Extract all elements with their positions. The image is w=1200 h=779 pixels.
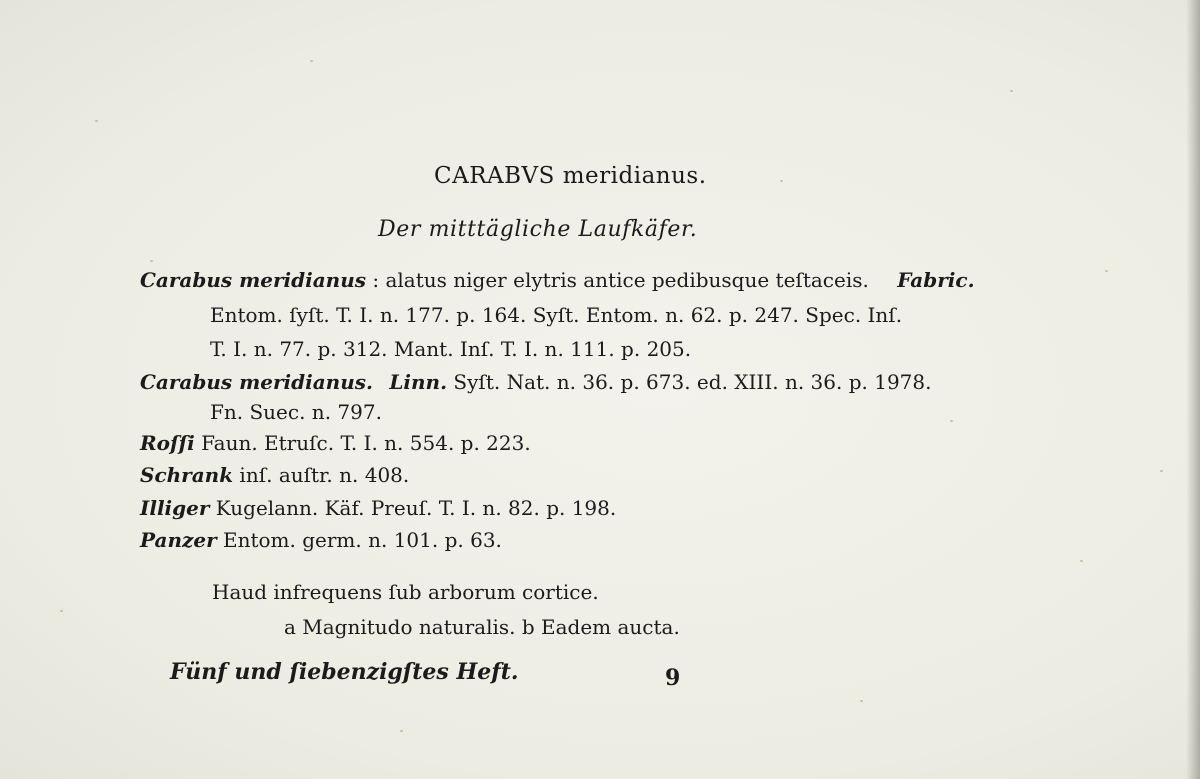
volume-signature: Fünf und ſiebenzigſtes Heft. — [170, 659, 519, 685]
synonym-line-6 — [140, 431, 531, 455]
synonym-line-2: Entom. ſyſt. T. I. n. 177. p. 164. Syſt. Entom. n. 62. p. 247. Spec. Inſ. — [210, 303, 903, 327]
synonym-line-4 — [140, 370, 931, 394]
synonym-diagnosis: : alatus niger elytris antice pedibusque teſtaceis. — [366, 268, 869, 292]
page-number: 9 — [665, 665, 681, 691]
synonym-reference: Syſt. Nat. n. 36. p. 673. ed. XIII. n. 36. p. 1978. — [447, 370, 932, 394]
synonym-line-3: T. I. n. 77. p. 312. Mant. Inſ. T. I. n. 111. p. 205. — [210, 337, 692, 361]
synonym-author: Schrank — [140, 463, 234, 487]
synonym-author: Roſſi — [140, 431, 195, 455]
synonym-author: Panzer — [140, 528, 217, 552]
synonym-ref-author: Fabric. — [897, 268, 975, 292]
synonym-reference: Faun. Etruſc. T. I. n. 554. p. 223. — [194, 431, 531, 455]
synonym-author: Illiger — [140, 496, 210, 520]
synonym-line-9 — [140, 528, 502, 552]
species-common-name: Der mitttägliche Laufkäfer. — [378, 217, 698, 242]
page-edge-shadow — [1186, 0, 1200, 779]
synonym-line-1 — [140, 268, 975, 292]
synonym-line-7 — [140, 463, 409, 487]
synonym-reference: Kugelann. Käf. Preuſ. T. I. n. 82. p. 198. — [209, 496, 617, 520]
synonym-reference: inſ. auſtr. n. 408. — [233, 463, 410, 487]
synonym-line-8 — [140, 496, 616, 520]
synonym-line-5: Fn. Suec. n. 797. — [210, 400, 382, 424]
synonym-author: Carabus meridianus. — [140, 370, 373, 394]
synonym-ref-author: Linn. — [389, 370, 448, 394]
figure-legend: a Magnitudo naturalis. b Eadem aucta. — [284, 615, 680, 639]
synonym-author: Carabus meridianus — [140, 268, 367, 292]
habitat-note: Haud infrequens ſub arborum cortice. — [212, 580, 599, 604]
species-title: CARABVS meridianus. — [434, 163, 707, 189]
synonym-reference: Entom. germ. n. 101. p. 63. — [216, 528, 502, 552]
